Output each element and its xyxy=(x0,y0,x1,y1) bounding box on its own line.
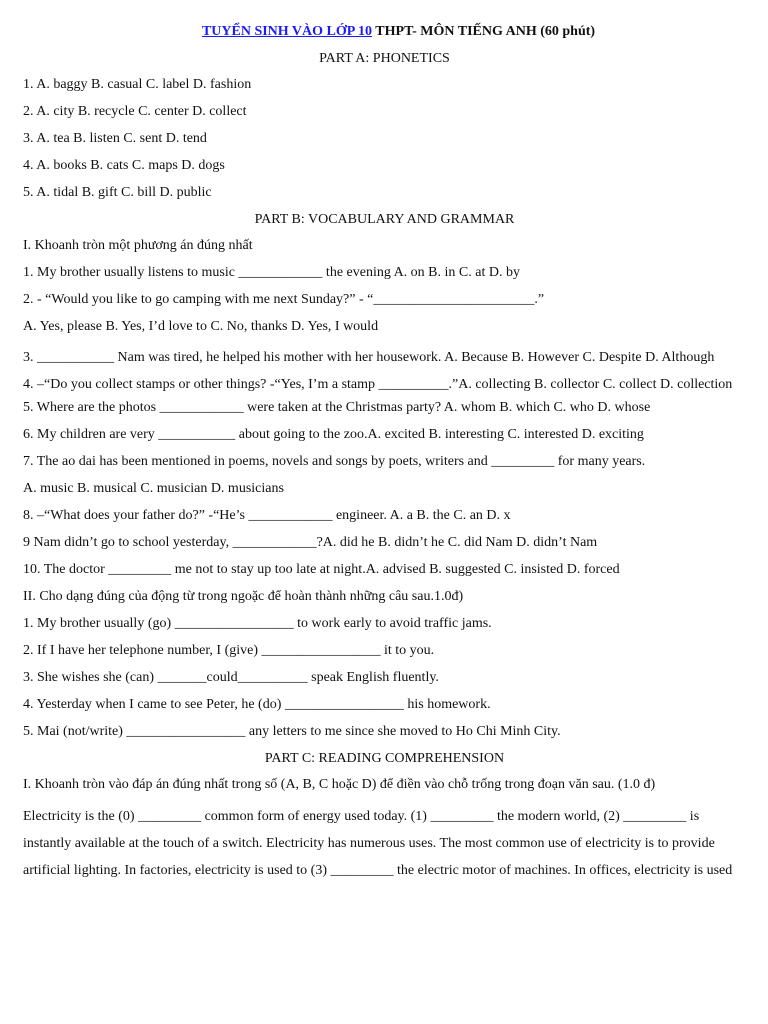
question-9: 9 Nam didn’t go to school yesterday, ____________?A. did he B. didn’t he C. did Nam D. didn’t Nam xyxy=(23,535,598,550)
title-link[interactable]: TUYỂN SINH VÀO LỚP 10 xyxy=(201,24,373,39)
question-4: 4. –“Do you collect stamps or other things? -“Yes, I’m a stamp __________.”A. collecting B. collector C. collect D. collection xyxy=(23,377,733,392)
phonetics-item-1: 1. A. baggy B. casual C. label D. fashion xyxy=(23,77,252,92)
question-7: 7. The ao dai has been mentioned in poems, novels and songs by poets, writers and _________ for many years. xyxy=(23,454,646,469)
question-10: 10. The doctor _________ me not to stay up too late at night.A. advised B. suggested C. insisted D. forced xyxy=(23,562,620,577)
verb-item-2: 2. If I have her telephone number, I (give) _________________ it to you. xyxy=(23,643,435,658)
part-a-heading: PART A: PHONETICS xyxy=(319,51,450,66)
exam-title xyxy=(51,24,746,40)
title-rest: THPT- MÔN TIẾNG ANH (60 phút) xyxy=(372,24,596,39)
reading-instruction: I. Khoanh tròn vào đáp án đúng nhất trong số (A, B, C hoặc D) để điền vào chỗ trống trong đoạn văn sau. (1.0 đ) xyxy=(23,777,656,792)
question-7-options: A. music B. musical C. musician D. musicians xyxy=(23,481,284,496)
section-1-title: I. Khoanh tròn một phương án đúng nhất xyxy=(23,238,253,253)
question-6: 6. My children are very ___________ about going to the zoo.A. excited B. interesting C. interested D. exciting xyxy=(23,427,644,442)
question-2: 2. - “Would you like to go camping with me next Sunday?” - “_______________________.” xyxy=(23,292,545,307)
phonetics-item-2: 2. A. city B. recycle C. center D. collect xyxy=(23,104,247,119)
verb-item-3: 3. She wishes she (can) _______could__________ speak English fluently. xyxy=(23,670,439,685)
phonetics-item-4: 4. A. books B. cats C. maps D. dogs xyxy=(23,158,225,173)
question-2-options: A. Yes, please B. Yes, I’d love to C. No, thanks D. Yes, I would xyxy=(23,319,379,334)
part-b-heading: PART B: VOCABULARY AND GRAMMAR xyxy=(254,212,515,227)
question-1: 1. My brother usually listens to music ____________ the evening A. on B. in C. at D. by xyxy=(23,265,520,280)
reading-passage-2: artificial lighting. In factories, electricity is used to (3) _________ the electric motor of machines. In offices, electricity is used xyxy=(23,863,733,878)
part-c-heading: PART C: READING COMPREHENSION xyxy=(264,751,505,766)
phonetics-item-3: 3. A. tea B. listen C. sent D. tend xyxy=(23,131,207,146)
verb-item-1: 1. My brother usually (go) _________________ to work early to avoid traffic jams. xyxy=(23,616,492,631)
question-3: 3. ___________ Nam was tired, he helped his mother with her housework. A. Because B. However C. Despite D. Although xyxy=(23,350,715,365)
section-2-title: II. Cho dạng đúng của động từ trong ngoặc để hoàn thành những câu sau.1.0đ) xyxy=(23,589,464,604)
question-8: 8. –“What does your father do?” -“He’s ____________ engineer. A. a B. the C. an D. x xyxy=(23,508,511,523)
verb-item-4: 4. Yesterday when I came to see Peter, he (do) _________________ his homework. xyxy=(23,697,491,712)
verb-item-5: 5. Mai (not/write) _________________ any letters to me since she moved to Ho Chi Minh City. xyxy=(23,724,561,739)
phonetics-item-5: 5. A. tidal B. gift C. bill D. public xyxy=(23,185,212,200)
reading-passage-1: Electricity is the (0) _________ common form of energy used today. (1) _________ the modern world, (2) _________ is instantly available at the touch of a switch. Electricity has numerous uses. The most common use of electricity is to provide xyxy=(23,809,715,851)
question-5: 5. Where are the photos ____________ were taken at the Christmas party? A. whom B. which C. who D. whose xyxy=(23,400,651,415)
